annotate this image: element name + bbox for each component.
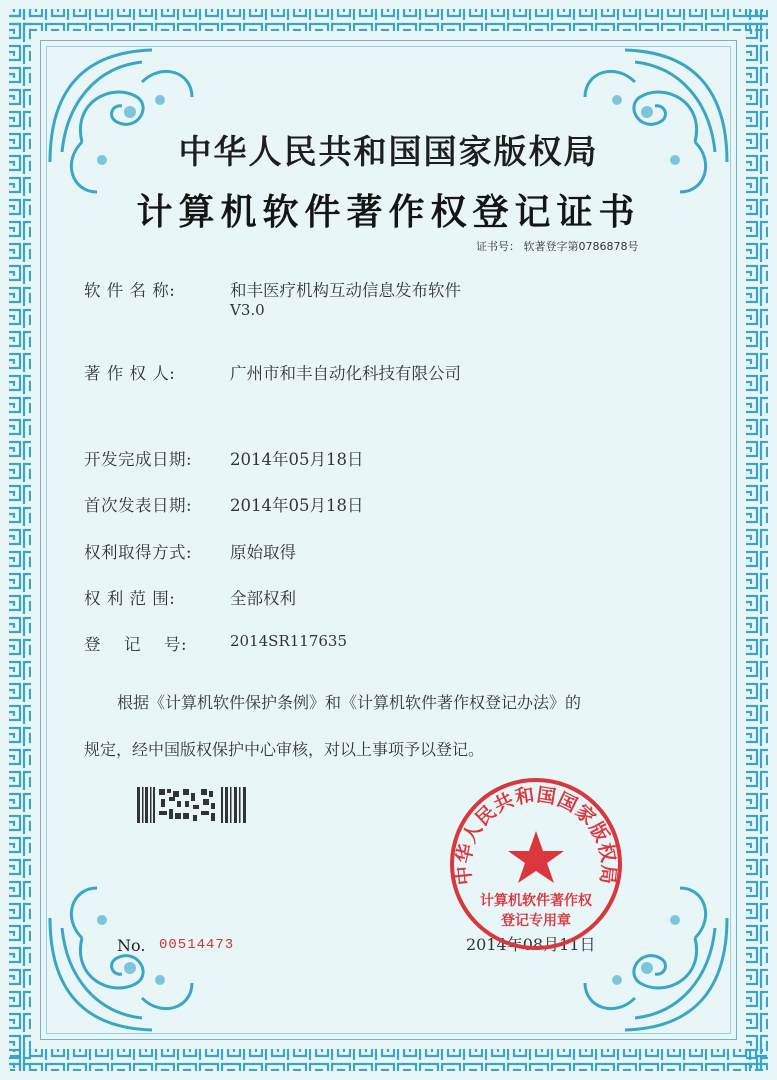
acquisition-method-value: 原始取得	[230, 543, 296, 562]
border-bottom	[0, 1040, 777, 1080]
issue-date: 2014年08月11日	[466, 935, 596, 954]
serial-number-value: 00514473	[159, 937, 235, 953]
official-seal	[447, 775, 625, 953]
owner-value: 广州市和丰自动化科技有限公司	[230, 364, 461, 383]
software-name-label: 软 件 名 称:	[84, 281, 176, 300]
acquisition-method-label: 权利取得方式:	[84, 543, 193, 562]
corner-ornament-top-right	[575, 42, 735, 202]
publish-date-value: 2014年05月18日	[230, 496, 364, 515]
rights-scope-label: 权 利 范 围:	[84, 589, 176, 608]
completion-date-label: 开发完成日期:	[84, 450, 193, 469]
software-version: V3.0	[230, 301, 265, 319]
registration-number-label: 登 记 号:	[84, 635, 188, 654]
svg-text:计算机软件著作权: 计算机软件著作权	[480, 893, 592, 909]
registration-number-value: 2014SR117635	[230, 632, 348, 650]
certificate-number: 证书号： 软著登字第0786878号	[476, 240, 639, 253]
svg-text:登记专用章: 登记专用章	[501, 913, 571, 929]
rights-scope-value: 全部权利	[230, 589, 296, 608]
serial-number-label: No.	[117, 936, 146, 955]
barcode	[137, 787, 249, 823]
corner-ornament-top-left	[42, 42, 202, 202]
publish-date-label: 首次发表日期:	[84, 496, 193, 515]
corner-ornament-bottom-left	[42, 878, 202, 1038]
software-name-value: 和丰医疗机构互动信息发布软件	[230, 281, 461, 300]
completion-date-value: 2014年05月18日	[230, 450, 364, 469]
statement-line-2: 规定，经中国版权保护中心审核，对以上事项予以登记。	[84, 740, 485, 759]
statement-line-1: 根据《计算机软件保护条例》和《计算机软件著作权登记办法》的	[117, 693, 582, 712]
border-top	[0, 0, 777, 40]
owner-label: 著 作 权 人:	[84, 364, 176, 383]
issuing-agency: 中华人民共和国国家版权局	[178, 132, 599, 171]
svg-text:中华人民共和国国家版权局: 中华人民共和国国家版权局	[452, 783, 620, 886]
certificate-title: 计算机软件著作权登记证书	[136, 192, 641, 233]
